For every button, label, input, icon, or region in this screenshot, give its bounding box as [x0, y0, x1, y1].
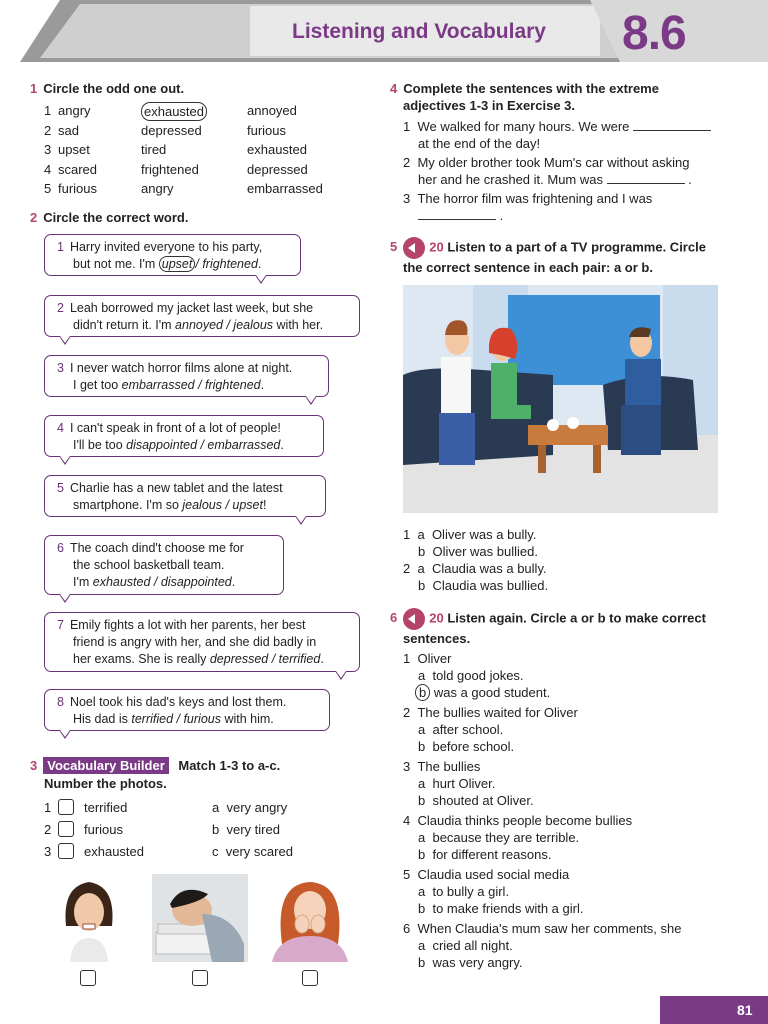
word[interactable]: depressed — [247, 161, 308, 177]
ex6-heading: 6 20 Listen again. Circle a or b to make correct sentences. — [390, 608, 706, 647]
option-letter-circled[interactable]: b — [415, 684, 430, 701]
speech-bubble: 3 I never watch horror films alone at night. I get too embarrassed / frightened. — [44, 355, 329, 397]
word-circled[interactable]: exhausted — [141, 102, 207, 121]
ex5-heading: 5 20 Listen to a part of a TV programme. Circle the correct sentence in each pair: a or b. — [390, 237, 706, 276]
audio-speaker-icon[interactable] — [403, 608, 425, 630]
photo-furious-girl — [264, 874, 356, 962]
option-letter[interactable]: b — [418, 739, 426, 754]
bubble-tail — [306, 396, 316, 403]
ex2-heading: 2 Circle the correct word. — [30, 210, 189, 225]
speech-bubble: 6 The coach dind't choose me for the school basketball team. I'm exhausted / disappointed. — [44, 535, 284, 595]
word[interactable]: exhausted — [247, 142, 307, 157]
row-number: 1 — [44, 103, 52, 118]
option[interactable]: terrified / furious — [131, 712, 221, 726]
option-letter[interactable]: a — [417, 561, 425, 576]
word[interactable]: upset — [58, 142, 90, 157]
tv-programme-illustration — [403, 285, 718, 513]
option-letter[interactable]: a — [418, 722, 426, 737]
word[interactable]: scared — [58, 161, 98, 177]
ex3-subheading: Number the photos. — [44, 776, 167, 791]
answer-blank[interactable] — [607, 171, 685, 184]
ex1-row — [44, 180, 344, 200]
ex1-heading: 1 Circle the odd one out. — [30, 81, 185, 96]
option-letter[interactable]: a — [417, 527, 425, 542]
speech-bubble: 7 Emily fights a lot with her parents, her best friend is angry with her, and she did badly in her exams. She is really depressed / terrified. — [44, 612, 360, 672]
option-letter[interactable]: a — [418, 776, 426, 791]
ex1-list — [44, 102, 344, 200]
speech-bubble: 2 Leah borrowed my jacket last week, but she didn't return it. I'm annoyed / jealous with her. — [44, 295, 360, 337]
option[interactable]: exhausted / disappointed — [92, 575, 232, 589]
option-letter[interactable]: a — [418, 938, 426, 953]
ex5-items: 1 a Oliver was a bully. b Oliver was bullied. 2 a Claudia was a bully. b Claudia was bullied. — [403, 527, 549, 593]
option-letter[interactable]: a — [418, 668, 426, 683]
bubble-tail — [336, 671, 346, 678]
row-number: 3 — [44, 142, 52, 157]
word[interactable]: sad — [58, 122, 79, 138]
audio-speaker-icon[interactable] — [403, 237, 425, 259]
word[interactable]: embarrassed — [247, 181, 323, 196]
option-letter[interactable]: b — [418, 955, 426, 970]
ex1-row — [44, 161, 344, 181]
vocabulary-builder-badge: Vocabulary Builder — [43, 757, 169, 774]
photo-number-box[interactable] — [80, 970, 96, 986]
word[interactable]: furious — [247, 122, 287, 138]
number-box[interactable] — [58, 843, 74, 859]
answer-blank[interactable] — [633, 118, 711, 131]
ex1-row — [44, 122, 344, 142]
ex4-heading: 4 Complete the sentences with the extreme adjectives 1-3 in Exercise 3. — [390, 81, 659, 113]
bubble-tail — [296, 516, 306, 523]
ex4-items: 1 We walked for many hours. We were at the end of the day! 2 My older brother took Mum's car without asking her and he crashed it. Mum was . 3 The horror film was frightening and I was . — [403, 118, 743, 224]
word[interactable]: tired — [141, 142, 167, 157]
word[interactable]: annoyed — [247, 103, 297, 118]
ex1-row — [44, 141, 344, 161]
option[interactable]: jealous / upset — [182, 498, 263, 512]
unit-number: 8.6 — [622, 7, 686, 60]
photo-number-box[interactable] — [192, 970, 208, 986]
word[interactable]: furious — [58, 181, 98, 196]
word[interactable]: depressed — [141, 122, 202, 138]
photo-tired-boy — [152, 874, 248, 962]
option-circled[interactable]: upset — [159, 256, 196, 272]
speech-bubble: 4 I can't speak in front of a lot of people! I'll be too disappointed / embarrassed. — [44, 415, 324, 457]
option[interactable]: disappointed / embarrassed — [126, 438, 281, 452]
photo-number-box[interactable] — [302, 970, 318, 986]
speech-bubble: 1 Harry invited everyone to his party, but not me. I'm upset / frightened. — [44, 234, 301, 276]
ex1-row — [44, 102, 344, 122]
photo-scared-girl — [58, 876, 120, 962]
row-number: 4 — [44, 161, 52, 177]
bubble-tail — [60, 336, 70, 343]
ex6-items: 1 Oliver a told good jokes. b was a good student. 2 The bullies waited for Oliver a after school. b before school. 3 The bullies a hurt Oliver. b shouted at Oliver. 4 Claudia thinks people become bullies a because they are terrible. b for different reasons. 5 Claudia used social media a to bully a girl. b to make friends with a girl. 6 When Claudia's mum saw her comments, she a cried all night. b was very angry. — [403, 651, 682, 970]
number-box[interactable] — [58, 799, 74, 815]
option-letter[interactable]: b — [418, 901, 426, 916]
option-letter[interactable]: a — [418, 884, 426, 899]
option-letter[interactable]: b — [418, 847, 426, 862]
word[interactable]: angry — [141, 181, 174, 196]
option-letter[interactable]: b — [418, 544, 426, 559]
option-letter[interactable]: a — [418, 830, 426, 845]
page-number: 81 — [737, 1002, 753, 1018]
word[interactable]: angry — [58, 103, 91, 118]
ex3-match-left: 1 terrified 2 furious 3 exhausted — [44, 800, 144, 859]
page-title: Listening and Vocabulary — [292, 20, 546, 43]
option[interactable]: annoyed / jealous — [175, 318, 274, 332]
row-number: 5 — [44, 181, 52, 196]
ex3-heading: 3 Vocabulary Builder Match 1-3 to a-c. — [30, 758, 281, 773]
number-box[interactable] — [58, 821, 74, 837]
bubble-tail — [256, 275, 266, 282]
option[interactable]: frightened — [202, 257, 258, 271]
ex3-match-right: a very angry b very tired c very scared — [212, 800, 293, 859]
speech-bubble: 8 Noel took his dad's keys and lost them. His dad is terrified / furious with him. — [44, 689, 330, 731]
speech-bubble: 5 Charlie has a new tablet and the latest smartphone. I'm so jealous / upset! — [44, 475, 326, 517]
bubble-tail — [60, 730, 70, 737]
answer-blank[interactable] — [418, 207, 496, 220]
word[interactable]: frightened — [141, 161, 199, 177]
option-letter[interactable]: b — [418, 793, 426, 808]
option-letter[interactable]: b — [418, 578, 426, 593]
option[interactable]: depressed / terrified — [209, 652, 321, 666]
row-number: 2 — [44, 122, 52, 138]
bubble-tail — [60, 594, 70, 601]
bubble-tail — [60, 456, 70, 463]
option[interactable]: embarrassed / frightened — [121, 378, 261, 392]
